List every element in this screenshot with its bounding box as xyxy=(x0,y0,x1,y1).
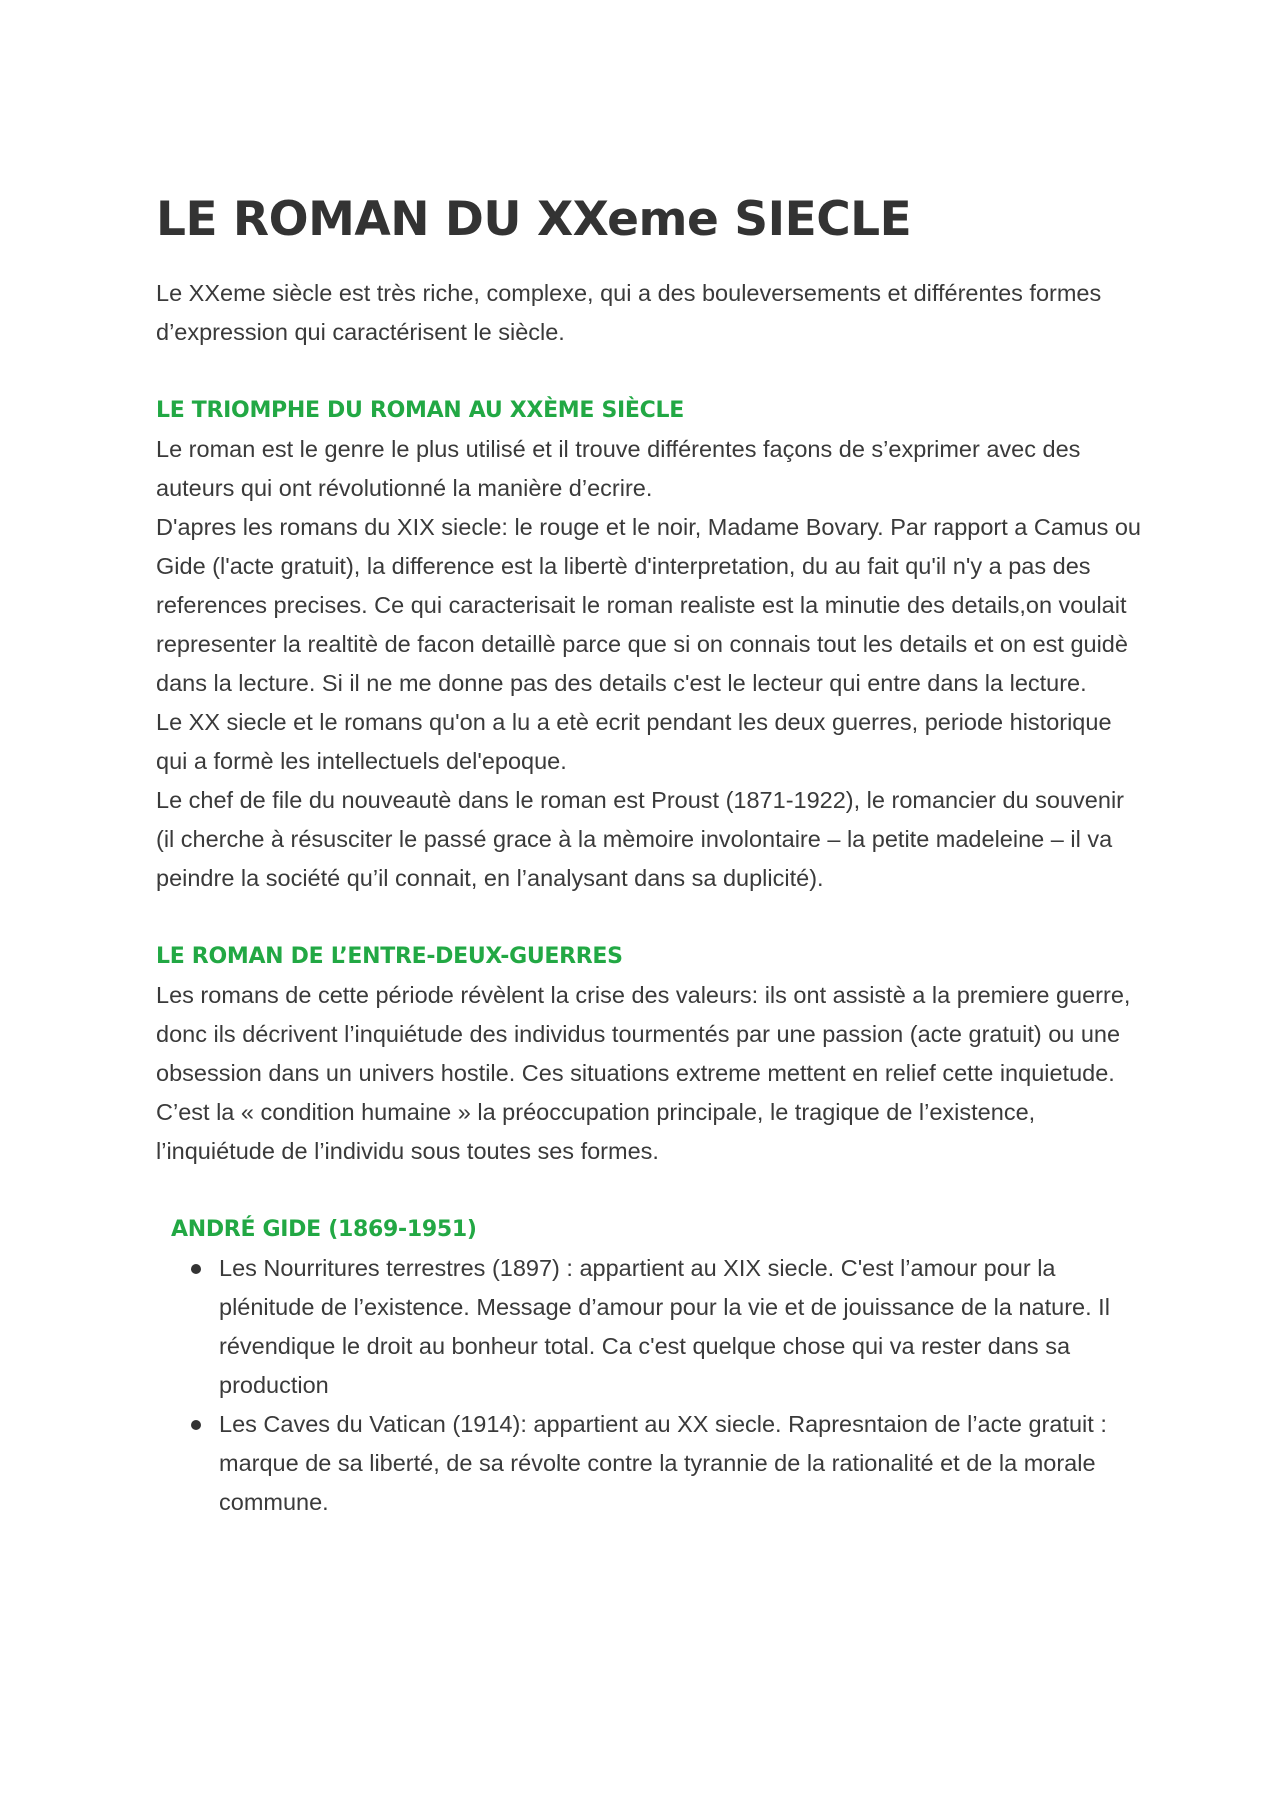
section-paragraph: Le chef de file du nouveautè dans le roman est Proust (1871-1922), le romancier du souvenir (il cherche à résusciter le passé grace à la mèmoire involontaire – la petite madeleine – il va peindre la société qu’il connait, en l’analysant dans sa duplicité). xyxy=(156,787,1124,891)
spacer xyxy=(156,898,1146,937)
section-heading-andre-gide: ANDRÉ GIDE (1869-1951) xyxy=(171,1217,477,1242)
gide-works-list xyxy=(156,1249,1146,1522)
spacer xyxy=(156,352,1146,391)
intro-paragraph: Le XXeme siècle est très riche, complexe, qui a des bouleversements et différentes formes d’expression qui caractérisent le siècle. xyxy=(156,280,1102,345)
section-paragraph: Le roman est le genre le plus utilisé et il trouve différentes façons de s’exprimer avec des auteurs qui ont révolutionné la manière d’ecrire. xyxy=(156,436,1081,501)
section-paragraph: C’est la « condition humaine » la préoccupation principale, le tragique de l’existence, l’inquiétude de l’individu sous toutes ses formes. xyxy=(156,1099,1036,1164)
section-paragraph: D'apres les romans du XIX siecle: le rouge et le noir, Madame Bovary. Par rapport a Camus ou Gide (l'acte gratuit), la difference est la libertè d'interpretation, du au fait qu'il n'y a pas des references precises. Ce qui caracterisait le roman realiste est la minutie des details,on voulait representer la realtitè de facon detaillè parce que si on connais tout les details et on est guidè dans la lecture. Si il ne me donne pas des details c'est le lecteur qui entre dans la lecture. xyxy=(156,514,1141,696)
bullet-icon xyxy=(191,1264,201,1274)
section-heading-triomphe: LE TRIOMPHE DU ROMAN AU XXÈME SIÈCLE xyxy=(156,398,684,423)
section-heading-entre-deux-guerres: LE ROMAN DE L’ENTRE-DEUX-GUERRES xyxy=(156,944,623,969)
page-title: LE ROMAN DU XXeme SIECLE xyxy=(156,192,912,247)
list-item xyxy=(156,1249,1146,1405)
list-item-text: Les Caves du Vatican (1914): appartient au XX siecle. Rapresntaion de l’acte gratuit : marque de sa liberté, de sa révolte contre la tyrannie de la rationalité et de la morale commune. xyxy=(219,1411,1107,1515)
bullet-icon xyxy=(191,1420,201,1430)
spacer xyxy=(156,1171,1146,1210)
section-paragraph: Les romans de cette période révèlent la crise des valeurs: ils ont assistè a la premiere guerre, donc ils décrivent l’inquiétude des individus tourmentés par une passion (acte gratuit) ou une obsession dans un univers hostile. Ces situations extreme mettent en relief cette inquietude. xyxy=(156,982,1131,1086)
section-paragraph: Le XX siecle et le romans qu'on a lu a etè ecrit pendant les deux guerres, periode historique qui a formè les intellectuels del'epoque. xyxy=(156,709,1112,774)
list-item xyxy=(156,1405,1146,1522)
document-page xyxy=(156,188,1146,1522)
list-item-text: Les Nourritures terrestres (1897) : appartient au XIX siecle. C'est l’amour pour la plénitude de l’existence. Message d’amour pour la vie et de jouissance de la nature. Il révendique le droit au bonheur total. Ca c'est quelque chose qui va rester dans sa production xyxy=(219,1255,1110,1398)
